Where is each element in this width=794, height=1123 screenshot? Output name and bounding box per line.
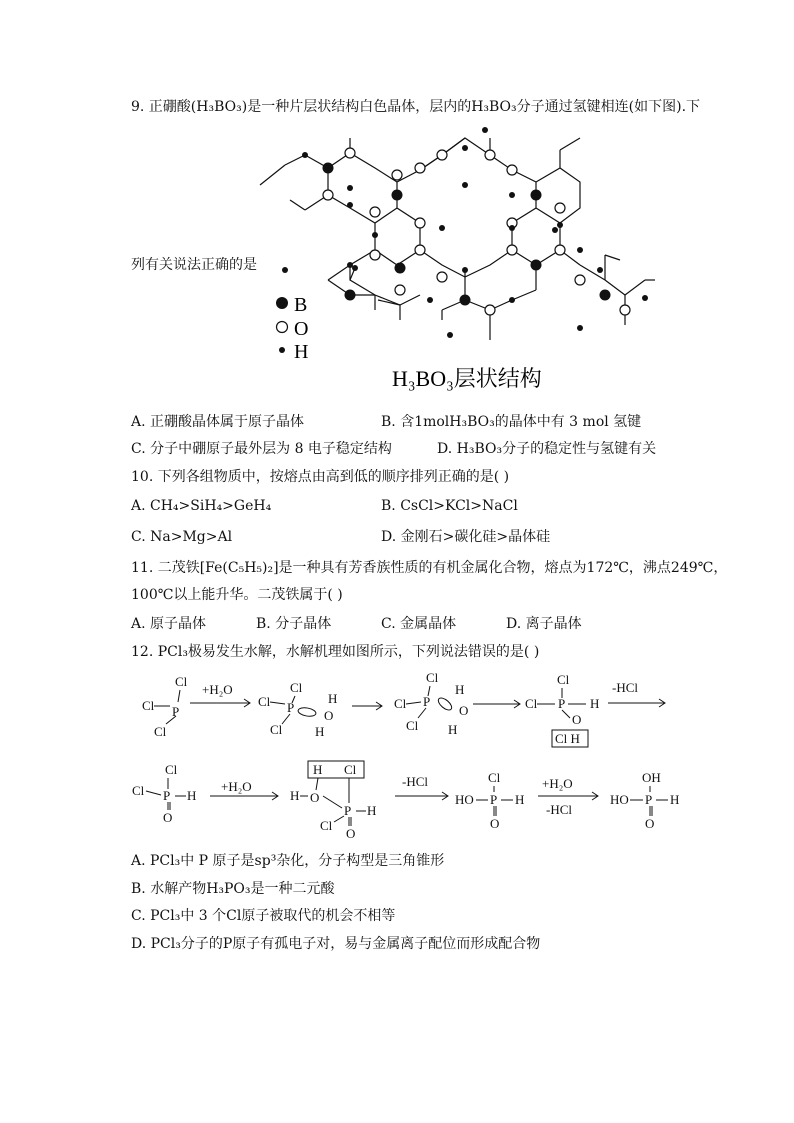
q10-option-a: A. CH₄>SiH₄>GeH₄ <box>131 498 272 514</box>
h3bo3-structure-figure <box>250 120 670 400</box>
svg-text:H: H <box>313 762 323 777</box>
svg-text:H: H <box>290 788 300 803</box>
svg-text:O: O <box>459 703 469 718</box>
q12-stem: 12. PCl₃极易发生水解，水解机理如图所示，下列说法错误的是( ) <box>131 644 540 660</box>
svg-text:P: P <box>490 792 498 807</box>
svg-text:-HCl: -HCl <box>546 802 572 817</box>
svg-text:O: O <box>346 826 356 838</box>
legend-o: O <box>294 318 309 340</box>
svg-text:O: O <box>490 816 500 831</box>
svg-text:OH: OH <box>642 770 661 785</box>
svg-text:H: H <box>455 682 465 697</box>
svg-text:HO: HO <box>455 792 474 807</box>
svg-text:-HCl: -HCl <box>402 774 428 789</box>
q9-option-b: B. 含1molH₃BO₃的晶体中有 3 mol 氢键 <box>381 414 642 430</box>
svg-text:H: H <box>515 792 525 807</box>
svg-text:O: O <box>572 712 582 727</box>
q12-option-b: B. 水解产物H₃PO₃是一种二元酸 <box>131 881 335 897</box>
q12-option-c: C. PCl₃中 3 个Cl原子被取代的机会不相等 <box>131 908 396 924</box>
svg-text:P: P <box>558 696 566 711</box>
q11-stem-line1: 11. 二茂铁[Fe(C₅H₅)₂]是一种具有芳香族性质的有机金属化合物，熔点为172℃，沸点249℃， <box>131 560 728 576</box>
q9-option-c: C. 分子中硼原子最外层为 8 电子稳定结构 <box>131 441 392 457</box>
svg-text:H: H <box>367 803 377 818</box>
svg-text:Cl: Cl <box>290 680 303 695</box>
svg-text:Cl: Cl <box>525 696 538 711</box>
q11-option-c: C. 金属晶体 <box>381 616 457 632</box>
mechanism-row-1 <box>130 668 680 748</box>
q9-stem-line2: 列有关说法正确的是 <box>131 257 257 273</box>
q12-option-d: D. PCl₃分子的P原子有孤电子对，易与金属离子配位而形成配合物 <box>131 936 541 952</box>
figure-caption: H₃BO₃层状结构 <box>392 366 542 391</box>
svg-text:+H₂O: +H₂O <box>542 776 573 791</box>
svg-text:Cl: Cl <box>154 724 167 739</box>
svg-text:HO: HO <box>610 792 629 807</box>
svg-text:-HCl: -HCl <box>612 680 638 695</box>
svg-text:Cl: Cl <box>165 762 178 777</box>
q11-option-d: D. 离子晶体 <box>506 616 582 632</box>
svg-text:H: H <box>590 696 600 711</box>
q10-stem: 10. 下列各组物质中，按熔点由高到低的顺序排列正确的是( ) <box>131 469 510 485</box>
svg-text:P: P <box>287 700 295 715</box>
q9-stem-line1: 9. 正硼酸(H₃BO₃)是一种片层状结构白色晶体，层内的H₃BO₃分子通过氢键相连(如下图).下 <box>131 99 701 115</box>
svg-text:Cl: Cl <box>270 722 283 737</box>
svg-text:Cl: Cl <box>320 818 333 833</box>
svg-text:+H₂O: +H₂O <box>202 682 233 697</box>
svg-text:O: O <box>324 708 334 723</box>
svg-text:Cl: Cl <box>142 698 155 713</box>
svg-text:Cl: Cl <box>258 694 271 709</box>
svg-text:+H₂O: +H₂O <box>221 779 252 794</box>
svg-text:P: P <box>645 792 653 807</box>
q10-option-b: B. CsCl>KCl>NaCl <box>381 498 518 514</box>
q9-option-d: D. H₃BO₃分子的稳定性与氢键有关 <box>437 441 657 457</box>
svg-text:P: P <box>172 704 180 719</box>
svg-text:H: H <box>315 724 325 739</box>
svg-text:Cl: Cl <box>557 672 570 687</box>
legend-b: B <box>294 294 308 316</box>
svg-text:O: O <box>645 816 655 831</box>
svg-text:Cl: Cl <box>394 696 407 711</box>
svg-text:O: O <box>310 790 320 805</box>
mechanism-row-2 <box>130 758 690 838</box>
svg-text:Cl: Cl <box>406 718 419 733</box>
legend-h: H <box>294 341 309 363</box>
svg-text:P: P <box>423 694 431 709</box>
svg-text:Cl: Cl <box>488 770 501 785</box>
svg-text:Cl: Cl <box>426 670 439 685</box>
svg-text:H: H <box>670 792 680 807</box>
q11-option-b: B. 分子晶体 <box>256 616 332 632</box>
svg-text:O: O <box>163 810 173 825</box>
q9-option-a: A. 正硼酸晶体属于原子晶体 <box>131 414 305 430</box>
q11-option-a: A. 原子晶体 <box>131 616 207 632</box>
svg-text:Cl: Cl <box>132 783 145 798</box>
q10-option-c: C. Na>Mg>Al <box>131 529 233 545</box>
svg-text:Cl: Cl <box>344 762 357 777</box>
svg-text:P: P <box>163 788 171 803</box>
q10-option-d: D. 金刚石>碳化硅>晶体硅 <box>381 529 551 545</box>
q12-option-a: A. PCl₃中 P 原子是sp³杂化，分子构型是三角锥形 <box>131 853 445 869</box>
q11-stem-line2: 100℃以上能升华。二茂铁属于( ) <box>131 587 343 603</box>
svg-text:Cl: Cl <box>175 674 188 689</box>
svg-text:H: H <box>328 691 338 706</box>
svg-text:H: H <box>187 788 197 803</box>
svg-text:H: H <box>448 722 458 737</box>
svg-text:Cl H: Cl H <box>555 731 580 746</box>
svg-text:P: P <box>344 803 352 818</box>
